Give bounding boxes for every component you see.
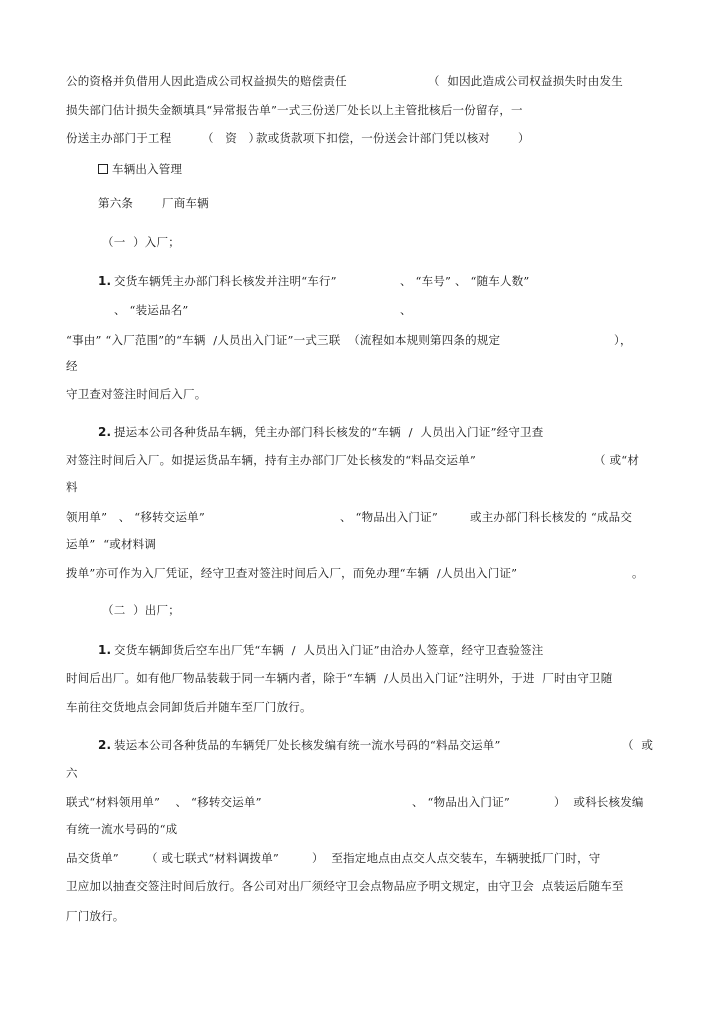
text-line: 、 “物品出入门证” [412,795,510,809]
text-line: 六 [66,766,78,780]
text-line: （ 如因此造成公司权益损失时由发生 [428,74,623,88]
checkbox-icon [98,164,108,174]
text-line: ）， [614,333,632,347]
text-line: （ 或七联式“材料调拨单” [146,851,280,865]
text-line: 公的资格并负借用人因此造成公司权益损失的赔偿责任 [66,74,347,88]
text-line: 品交货单” [66,851,119,865]
text-line: “事由” “入厂范围”的“车辆 /人员出入门证”一式三联 （流程如本规则第四条的规定 [66,333,501,347]
text-line: 经 [66,359,78,373]
text-line: 交货车辆凭主办部门科长核发并注明“车行” [114,274,337,288]
subsection-heading: （二 ）出厂； [102,603,180,617]
text-line: 卫应加以抽查交签注时间后放行。各公司对出厂须经守卫会点物品应予明文规定，由守卫会 点装运后随车至 [66,879,624,893]
text-line: 、 [400,303,412,317]
text-line: 份送主办部门于工程 [66,131,172,145]
text-line: ） 或科长核发编 [554,795,644,809]
item-number: 1. [98,274,112,288]
text-line: 。 [632,566,644,580]
subsection-heading: （一 ）入厂； [102,235,180,249]
text-line: 装运本公司各种货品的车辆凭厂处长核发编有统一流水号码的“料品交运单” [114,738,501,752]
text-line: 厂门放行。 [66,909,125,923]
text-line: 拨单”亦可作为入厂凭证，经守卫查对签注时间后入厂，而免办理“车辆 /人员出入门证” [66,566,518,580]
text-line: 车前往交货地点会同卸货后并随车至厂门放行。 [66,700,312,714]
article-number: 第六条 [98,196,134,210]
text-line: 、 “物品出入门证” [340,510,438,524]
text-line: ） 至指定地点由点交人点交装车，车辆驶抵厂门时，守 [312,851,601,865]
text-line: 运单” “或材料调 [66,537,157,551]
text-line: （ 或 [622,738,654,752]
item-number: 2. [98,425,112,439]
article-title: 厂商车辆 [162,196,209,210]
item-number: 1. [98,643,112,657]
text-line: 对签注时间后入厂。如提运货品车辆，持有主办部门厂处长核发的“料品交运单” [66,453,476,467]
text-line: 联式“材料领用单” 、 “移转交运单” [66,795,262,809]
text-line: （ 资 ） [202,131,261,145]
text-line: 交货车辆卸货后空车出厂凭“车辆 / 人员出入门证”由洽办人签章，经守卫查验签注 [114,643,544,657]
text-line: 时间后出厂。如有他厂物品装载于同一车辆内者，除于“车辆 /人员出入门证”注明外，于进 厂时由守卫随 [66,671,613,685]
text-line: 、 “车号” 、 “随车人数” [400,274,530,288]
text-line: 、 “装运品名” [114,303,189,317]
text-line: ） [518,131,530,145]
item-number: 2. [98,738,112,752]
text-line: （ 或“材 [594,453,640,467]
text-line: 损失部门估计损失金额填具“异常报告单”一式三份送厂处长以上主管批核后一份留存，一 [66,103,523,117]
section-heading-text: 车辆出入管理 [112,162,183,176]
text-line: 或主办部门科长核发的 “成品交 [470,510,633,524]
text-line: 有统一流水号码的“成 [66,822,178,836]
section-heading [98,162,182,176]
text-line: 守卫查对签注时间后入厂。 [66,387,207,401]
text-line: 料 [66,480,78,494]
text-line: 款或货款项下扣偿，一份送会计部门凭以核对 [256,131,490,145]
text-line: 领用单” 、 “移转交运单” [66,510,205,524]
text-line: 提运本公司各种货品车辆，凭主办部门科长核发的“车辆 / 人员出入门证”经守卫查 [114,425,544,439]
